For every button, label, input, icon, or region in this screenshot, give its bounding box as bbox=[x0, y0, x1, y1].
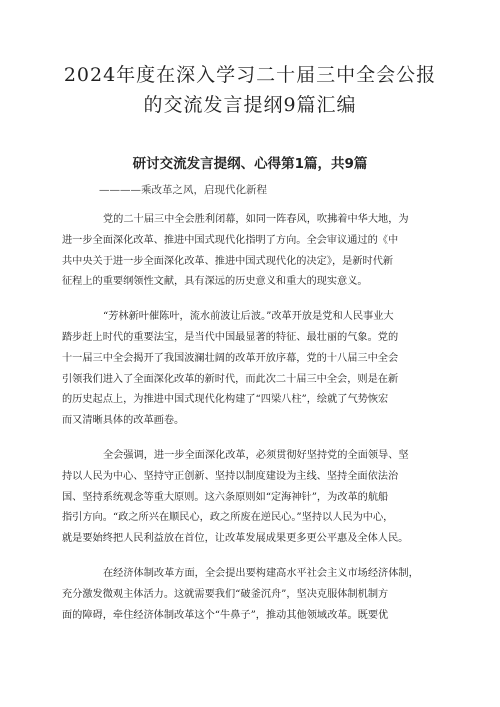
document-title bbox=[40, 60, 460, 120]
text-line: 面的障碍，牵住经济体制改革这个“牛鼻子”，推动其他领域改革。既要优 bbox=[62, 609, 389, 621]
paragraph bbox=[62, 210, 442, 293]
epigraph: ————乘改革之风，启现代化新程 bbox=[99, 184, 267, 196]
text-line: 进一步全面深化改革、推进中国式现代化指明了方向。全会审议通过的《中 bbox=[62, 234, 399, 246]
text-line: 征程上的重要纲领性文献，具有深远的历史意义和重大的现实意义。 bbox=[62, 276, 368, 288]
paragraph bbox=[62, 307, 442, 432]
text-line: 十一届三中全会揭开了我国波澜壮阔的改革开放序幕，党的十八届三中全会 bbox=[62, 352, 399, 364]
text-line: 指引方向。“政之所兴在顺民心，政之所废在逆民心。”坚持以人民为中心， bbox=[62, 512, 394, 524]
text-line: 在经济体制改革方面，全会提出要构建高水平社会主义市场经济体制， bbox=[103, 567, 419, 579]
text-line: 就是要始终把人民利益放在首位，让改革发展成果更多更公平惠及全体人民。 bbox=[62, 533, 409, 545]
text-line: 充分激发微观主体活力。这就需要我们“破釜沉舟”，坚决克服体制机制方 bbox=[62, 588, 389, 600]
text-line: 踏步赶上时代的重要法宝，是当代中国最显著的特征、最壮丽的气象。党的 bbox=[62, 331, 399, 343]
text-line: 持以人民为中心、坚持守正创新、坚持以制度建设为主线、坚持全面依法治 bbox=[62, 470, 399, 482]
title-line: 的交流发言提纲9篇汇编 bbox=[143, 94, 357, 116]
text-line: “芳林新叶催陈叶，流水前波让后波。”改革开放是党和人民事业大 bbox=[103, 311, 394, 323]
text-line: 的历史起点上，为推进中国式现代化构建了“四梁八柱”，绘就了气势恢宏 bbox=[62, 394, 389, 406]
section-subtitle: 研讨交流发言提纲、心得第1篇，共9篇 bbox=[132, 156, 368, 172]
text-line: 引领我们进入了全面深化改革的新时代，而此次二十届三中全会，则是在新 bbox=[62, 373, 399, 385]
paragraph bbox=[62, 446, 442, 550]
text-line: 国、坚持系统观念等重大原则。这六条原则如“定海神针”，为改革的航船 bbox=[62, 491, 389, 503]
paragraph bbox=[62, 564, 442, 626]
text-line: 而又清晰具体的改革画卷。 bbox=[62, 415, 185, 427]
body-text bbox=[62, 210, 442, 640]
title-line: 2024年度在深入学习二十届三中全会公报 bbox=[63, 64, 437, 86]
text-line: 党的二十届三中全会胜利闭幕，如同一阵春风，吹拂着中华大地，为 bbox=[103, 214, 409, 225]
text-line: 共中央关于进一步全面深化改革、推进中国式现代化的决定》，是新时代新 bbox=[62, 255, 394, 267]
text-line: 全会强调，进一步全面深化改革，必须贯彻好坚持党的全面领导、坚 bbox=[103, 449, 409, 461]
